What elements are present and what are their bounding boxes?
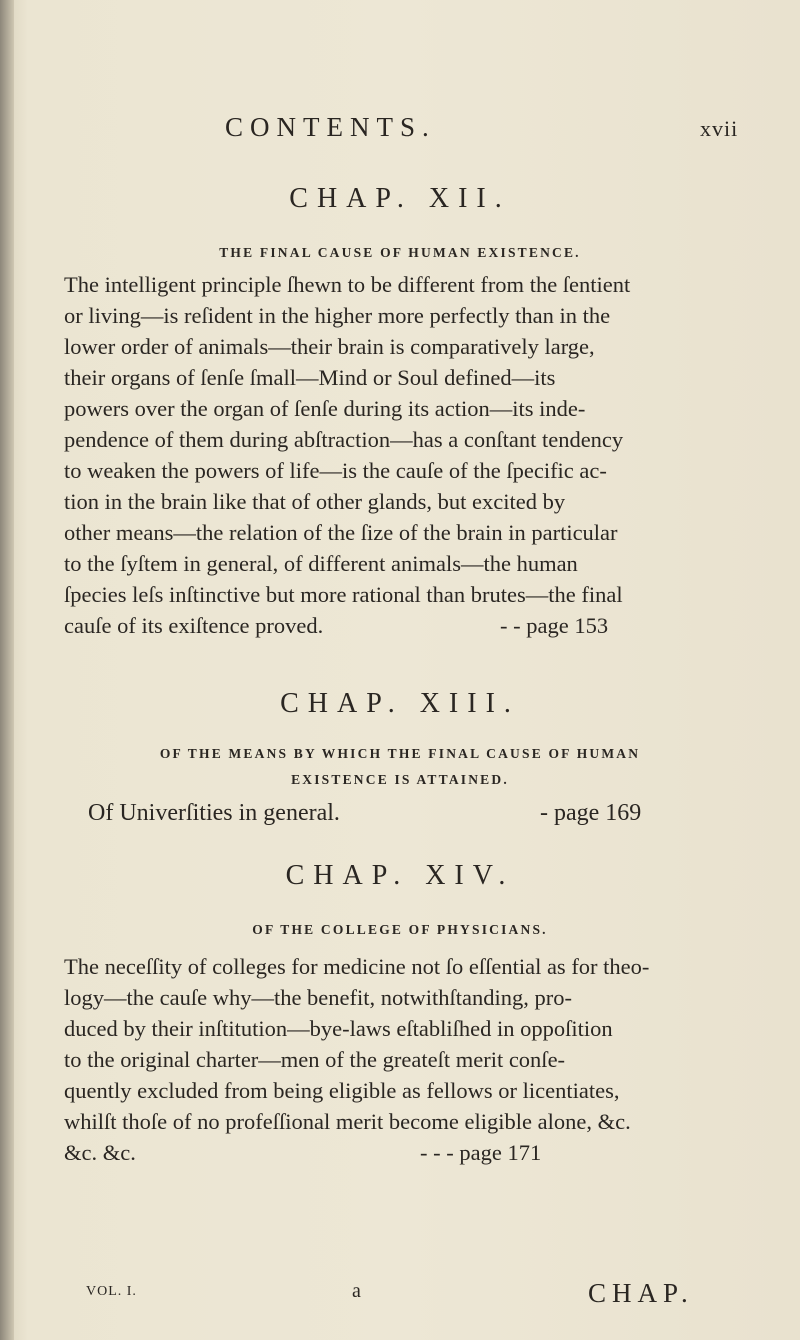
summary-line: cauſe of its exiſtence proved. <box>64 613 324 638</box>
page-folio: xvii <box>700 116 739 141</box>
chapter-heading-xiv: CHAP. XIV. <box>285 860 515 891</box>
summary-line: logy—the cauſe why—the benefit, notwithſtanding, pro- <box>64 985 573 1010</box>
summary-line: &c. &c. <box>64 1140 136 1165</box>
chapter-heading-xii: CHAP. XII. <box>289 183 511 214</box>
chapter-subtitle-xiii-cont: EXISTENCE IS ATTAINED. <box>291 772 509 787</box>
signature-mark: a <box>352 1280 361 1302</box>
summary-line: The neceſſity of colleges for medicine not ſo eſſential as for theo- <box>64 954 650 979</box>
summary-line: other means—the relation of the ſize of the brain in particular <box>64 520 618 545</box>
summary-line: to weaken the powers of life—is the cauſe of the ſpecific ac- <box>64 458 607 483</box>
chapter-subtitle-xiii: OF THE MEANS BY WHICH THE FINAL CAUSE OF HUMAN <box>159 746 641 761</box>
catchword: CHAP. <box>588 1278 694 1308</box>
page-reference: - - page 153 <box>500 613 609 638</box>
summary-line: quently excluded from being eligible as fellows or licentiates, <box>64 1078 620 1103</box>
summary-line: to the original charter—men of the greateſt merit conſe- <box>64 1047 566 1072</box>
header-title: CONTENTS. <box>225 112 436 142</box>
page-footer <box>0 1278 800 1308</box>
page-reference: - page 169 <box>540 800 642 826</box>
chapter-subtitle-xii: THE FINAL CAUSE OF HUMAN EXISTENCE. <box>219 245 581 260</box>
summary-line: Of Univerſities in general. <box>88 800 340 826</box>
chapter-subtitle-xiv: OF THE COLLEGE OF PHYSICIANS. <box>252 922 548 937</box>
summary-line: powers over the organ of ſenſe during its action—its inde- <box>64 396 586 421</box>
running-header <box>0 112 800 152</box>
summary-line: ſpecies leſs inſtinctive but more rational than brutes—the final <box>64 582 623 607</box>
summary-line: to the ſyſtem in general, of different animals—the human <box>64 551 578 576</box>
summary-line: their organs of ſenſe ſmall—Mind or Soul defined—its <box>64 365 556 390</box>
page-reference: - - - page 171 <box>420 1140 542 1165</box>
summary-line: The intelligent principle ſhewn to be different from the ſentient <box>64 272 631 297</box>
summary-line: whilſt thoſe of no profeſſional merit become eligible alone, &c. <box>64 1109 631 1134</box>
summary-line: pendence of them during abſtraction—has a conſtant tendency <box>64 427 624 452</box>
summary-line: duced by their inſtitution—bye-laws eſtabliſhed in oppoſition <box>64 1016 613 1041</box>
volume-label: VOL. I. <box>86 1284 137 1299</box>
summary-line: or living—is reſident in the higher more perfectly than in the <box>64 303 611 328</box>
summary-line: lower order of animals—their brain is comparatively large, <box>64 334 595 359</box>
chapter-heading-xiii: CHAP. XIII. <box>280 688 520 719</box>
summary-line: tion in the brain like that of other glands, but excited by <box>64 489 566 514</box>
